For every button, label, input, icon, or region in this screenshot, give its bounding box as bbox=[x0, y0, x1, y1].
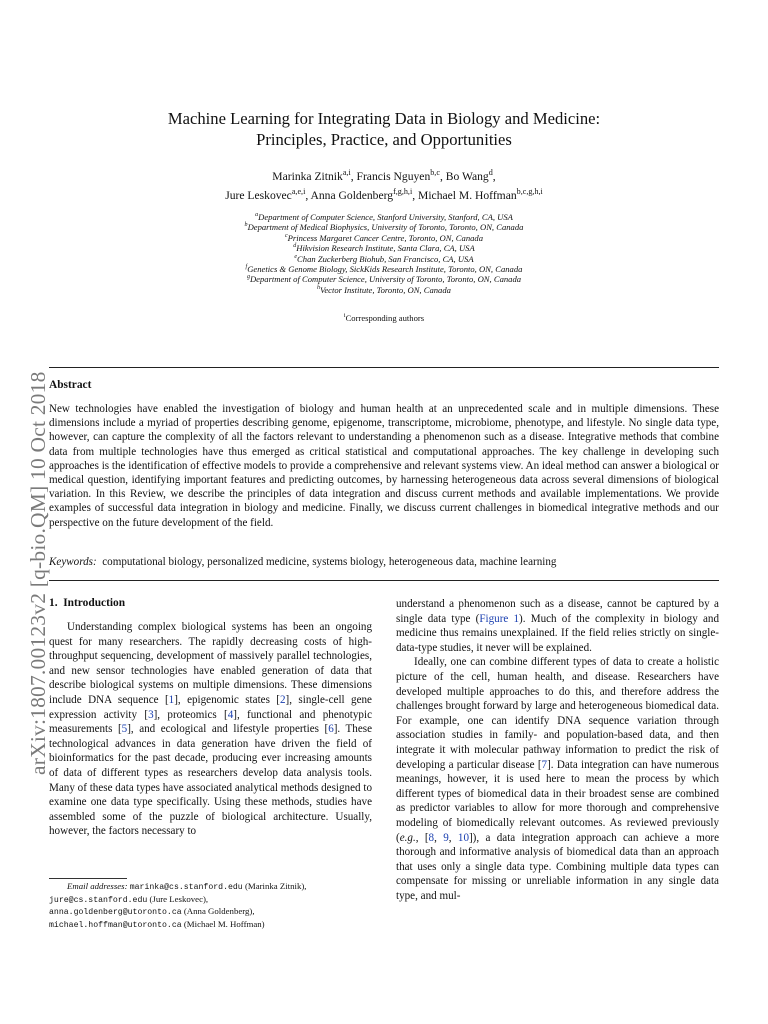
email-footnote bbox=[49, 881, 379, 932]
body-text: Ideally, one can combine different types of data to create a holistic picture of the cell, human health, and disease. Researchers have developed multiple approaches to do this, and therefore address the challenges brought forward by large and heterogeneous biomedical data. For example, one can identify DNA sequence variation through association studies in family- and population-based data, and then integrate it with molecular pathway information to predict the risk of developing a particular disease [ bbox=[396, 656, 719, 771]
citation-link[interactable]: 9 bbox=[443, 831, 449, 844]
affiliation-text: Chan Zuckerberg Biohub, San Francisco, CA, USA bbox=[297, 253, 474, 264]
corresponding-note bbox=[0, 313, 768, 323]
citation-link[interactable]: 4 bbox=[227, 708, 234, 721]
paragraph bbox=[396, 597, 719, 655]
citation-link[interactable]: 7 bbox=[541, 758, 548, 771]
affiliation-mark: d bbox=[293, 243, 297, 250]
email-owner: (Marinka Zitnik), bbox=[244, 881, 307, 891]
affiliation-text: Department of Computer Science, Stanford University, Stanford, CA, USA bbox=[258, 212, 513, 222]
affiliation-text: Department of Medical Biophysics, University of Toronto, Toronto, ON, Canada bbox=[247, 222, 524, 233]
affiliation-mark: b bbox=[244, 222, 248, 229]
author-name: Marinka Zitnik bbox=[272, 170, 343, 183]
abstract-text: New technologies have enabled the investigation of biology and human health at an unprecedented scale and in multiple dimensions. These dimensions include a myriad of properties describing genome, epigenome, transcriptome, microbiome, phenotype, and lifestyle. No single data type, however, can capture the complexity of all the factors relevant to understanding a phenomenon such as a disease. Integrative methods that combine data from multiple technologies have thus emerged as critical statistical and computational approaches. The key challenge in developing such approaches is the identification of effective models to provide a comprehensive and relevant systems view. An ideal method can answer a biological or medical question, identifying important features and predicting outcomes, by harnessing heterogeneous data across several dimensions of biological variation. In this Review, we describe the principles of data integration and discuss current methods and available implementations. We provide examples of successful data integration in biology and medicine. Finally, we discuss current challenges in biomedical integrative methods and our perspective on the future development of the field. bbox=[49, 403, 719, 529]
citation-link[interactable]: 2 bbox=[280, 693, 286, 706]
keywords-text: computational biology, personalized medicine, systems biology, heterogeneous data, machine learning bbox=[102, 556, 557, 568]
footnote-rule bbox=[49, 878, 127, 879]
email-address[interactable]: anna.goldenberg@utoronto.ca bbox=[49, 908, 182, 918]
corresponding-text: Corresponding authors bbox=[345, 313, 425, 323]
affiliation-mark: f bbox=[245, 264, 248, 271]
section-heading bbox=[49, 597, 125, 609]
corresponding-mark: i bbox=[343, 313, 346, 320]
arxiv-sidebar bbox=[6, 300, 50, 775]
affiliation bbox=[0, 222, 768, 232]
body-text: ]. These technological advances in data generation have driven the field of bioinformatics for the past decade, producing ever increasing amounts of data of different types as researchers develop data analysis tools. Many of these data types have associated analytical methods designed to examine one data type specifically. Using these methods, studies have assembled some of the puzzle of biological architecture. Usually, however, the factors necessary to bbox=[49, 723, 373, 838]
author-line-2: Jure Leskovec$^{a,e,i}$, Anna Goldenberg$^{f,g,h,i}$, Michael M. Hoffman$^{b,c,g,h,i}$ bbox=[225, 187, 543, 202]
author-list bbox=[0, 167, 768, 205]
email-owner: (Jure Leskovec), bbox=[149, 893, 209, 904]
affiliation-mark: a bbox=[255, 212, 259, 219]
affiliation-text: Hikvision Research Institute, Santa Clara, CA, USA bbox=[296, 243, 475, 254]
keywords-label: Keywords: bbox=[49, 556, 97, 568]
body-text-italic: e.g. bbox=[399, 831, 416, 844]
abstract-bottom-rule bbox=[49, 580, 719, 581]
email-owner: (Michael M. Hoffman) bbox=[183, 919, 265, 930]
author-line-1: Marinka Zitnik$^{a,i}$, Francis Nguyen$^{b,c}$, Bo Wang$^d$, bbox=[272, 168, 496, 183]
author-name: Jure Leskovec bbox=[225, 189, 292, 202]
author-affil-mark: f,g,h,i bbox=[393, 187, 413, 197]
abstract-top-rule bbox=[49, 367, 719, 368]
email-owner: (Anna Goldenberg), bbox=[183, 906, 255, 917]
citation-link[interactable]: 8 bbox=[428, 831, 435, 844]
affiliation-text: Genetics & Genome Biology, SickKids Research Institute, Toronto, ON, Canada bbox=[247, 264, 523, 275]
affiliation-mark: g bbox=[246, 274, 250, 281]
author-name: Michael M. Hoffman bbox=[418, 189, 517, 202]
footnote-label: Email addresses: bbox=[67, 881, 128, 891]
email-address[interactable]: marinka@cs.stanford.edu bbox=[129, 883, 243, 892]
intro-column-right bbox=[396, 597, 719, 903]
body-text: ], single-cell gene expression activity [ bbox=[49, 693, 372, 721]
body-text: ], functional and phenotypic measurements [ bbox=[49, 708, 372, 736]
affiliation bbox=[0, 285, 768, 295]
paper-title bbox=[0, 108, 768, 150]
affiliation-mark: c bbox=[284, 232, 288, 239]
section-title: Introduction bbox=[63, 597, 126, 609]
affiliation bbox=[0, 243, 768, 253]
affiliation bbox=[0, 264, 768, 274]
abstract-heading: Abstract bbox=[49, 379, 92, 391]
affiliation-list bbox=[0, 212, 768, 295]
citation-link[interactable]: 10 bbox=[457, 831, 469, 844]
author-affil-mark: d bbox=[488, 168, 493, 178]
body-text: ], and ecological and lifestyle properties [ bbox=[127, 723, 329, 736]
paragraph: Ideally, one can combine different types of data to create a holistic picture of the cell, human health, and disease. Researchers have developed multiple approaches to do this, and therefore address the challenges brought forward by large and heterogeneous biomedical data. For example, one can identify DNA sequence variation through association studies in family- and population-based data, and then integrate it with molecular pathway information to predict the risk of developing a particular disease [7]. Data integration can have numerous meanings, however, it is used here to mean the process by which different types of biomedical data in their broadest sense are combined as predictor variables to allow for more thorough and comprehensive modeling of biomedically relevant outcomes. As reviewed previously (e.g., [8, 9, 10]), a data integration approach can achieve a more thorough and informative analysis of biomedical data than an approach that uses only a single data type. Combining multiple data types can compensate for missing or unreliable information in any single data type, and mul- bbox=[396, 656, 719, 902]
affiliation-mark: e bbox=[294, 253, 298, 260]
email-address[interactable]: michael.hoffman@utoronto.ca bbox=[49, 921, 182, 931]
section-number: 1. bbox=[49, 597, 58, 609]
citation-link[interactable]: 3 bbox=[148, 708, 154, 721]
citation-link[interactable]: 1 bbox=[168, 693, 175, 706]
keywords bbox=[49, 556, 719, 568]
figure-link[interactable]: Figure 1 bbox=[479, 612, 520, 625]
body-text: ], epigenomic states [ bbox=[174, 693, 280, 706]
author-affil-mark: a,i bbox=[342, 168, 351, 178]
body-text: ], proteomics [ bbox=[153, 708, 228, 721]
author-name: Francis Nguyen bbox=[356, 170, 431, 183]
title-line-1: Machine Learning for Integrating Data in Biology and Medicine: bbox=[167, 109, 601, 128]
author-name: Bo Wang bbox=[445, 170, 489, 183]
affiliation bbox=[0, 233, 768, 243]
affiliation bbox=[0, 212, 768, 222]
author-affil-mark: b,c,g,h,i bbox=[516, 187, 543, 197]
affiliation bbox=[0, 254, 768, 264]
author-name: Anna Goldenberg bbox=[310, 189, 394, 202]
arxiv-identifier: arXiv:1807.00123v2 [q-bio.QM] 10 Oct 2018 bbox=[26, 371, 50, 775]
citation-link[interactable]: 5 bbox=[121, 723, 128, 736]
citation-link[interactable]: 6 bbox=[328, 723, 334, 736]
author-affil-mark: b,c bbox=[430, 168, 440, 178]
body-text: , [ bbox=[415, 831, 429, 844]
body-text: ]. Data integration can have numerous meanings, however, it is used here to mean the process by which different types of biomedical data in their broadest sense are combined as predictor variables to allow for more thorough and comprehensive modeling of biomedically relevant outcomes. As reviewed previously ( bbox=[396, 758, 719, 844]
title-line-2: Principles, Practice, and Opportunities bbox=[256, 130, 512, 149]
body-text: ). Much of the complexity in biology and medicine thus remains unexplained. If the field relies strictly on single-data-type studies, it never will be explained. bbox=[396, 612, 719, 654]
author-affil-mark: a,e,i bbox=[291, 187, 306, 197]
body-text: understand a phenomenon such as a disease, cannot be captured by a single data type ( bbox=[396, 598, 719, 625]
affiliation-mark: h bbox=[317, 284, 321, 291]
affiliation-text: Vector Institute, Toronto, ON, Canada bbox=[320, 284, 451, 295]
email-address[interactable]: jure@cs.stanford.edu bbox=[49, 895, 148, 905]
intro-column-left bbox=[49, 620, 372, 839]
affiliation-text: Princess Margaret Cancer Centre, Toronto, ON, Canada bbox=[287, 232, 484, 243]
affiliation-text: Department of Computer Science, University of Toronto, Toronto, ON, Canada bbox=[249, 274, 522, 285]
body-text: ]), a data integration approach can achieve a more thorough and informative analysis of biomedical data than an approach that uses only a single data type. Combining multiple data types can compensate for missing or unreliable information in any single data type, and mul- bbox=[396, 831, 719, 902]
body-text: Understanding complex biological systems has been an ongoing quest for many researchers. The rapidly decreasing costs of high-throughput sequencing, development of massively parallel technologies, and new sensor technologies have enabled generation of data that describe biological systems on multiple dimensions. These dimensions include DNA sequence [ bbox=[49, 621, 372, 706]
affiliation bbox=[0, 274, 768, 284]
